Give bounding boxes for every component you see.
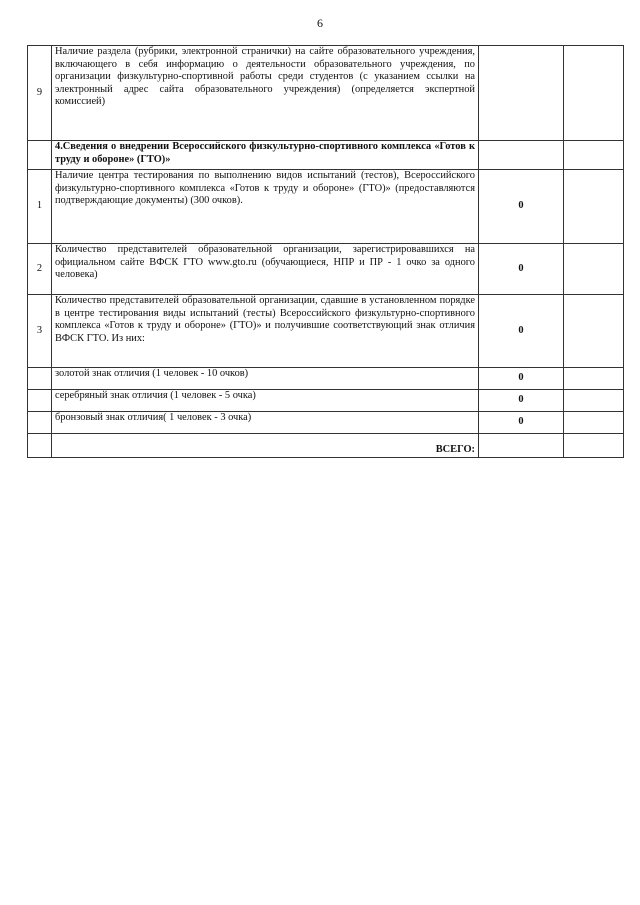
row-number: 1 (28, 170, 52, 244)
score-value: 0 (479, 295, 564, 368)
row-number (28, 368, 52, 390)
criterion-text: серебряный знак отличия (1 человек - 5 очка) (52, 390, 479, 412)
empty-cell (564, 434, 624, 458)
criterion-text: Наличие центра тестирования по выполнению видов испытаний (тестов), Всероссийского физкультурно-спортивного комплекса «Готов к труду и обороне» (ГТО)» (предоставляются подтверждающие документы) (300 очков). (52, 170, 479, 244)
criterion-text: бронзовый знак отличия( 1 человек - 3 очка) (52, 412, 479, 434)
criterion-text: Наличие раздела (рубрики, электронной странички) на сайте образовательного учреждения, включающего в себя информацию о деятельности образовательного учреждения, по организации физкультурно-спортивной работы среди студентов (с указанием ссылки на электронный адрес сайта образовательного учреждения) (определяется экспертной комиссией) (52, 46, 479, 141)
table-row (28, 244, 624, 295)
score-value (479, 46, 564, 141)
score-value (479, 141, 564, 170)
table-row (28, 170, 624, 244)
row-number (28, 141, 52, 170)
row-number: 9 (28, 46, 52, 141)
score-value: 0 (479, 170, 564, 244)
total-row (28, 434, 624, 458)
section-header-row (28, 141, 624, 170)
score-value: 0 (479, 412, 564, 434)
empty-cell (28, 434, 52, 458)
row-number: 2 (28, 244, 52, 295)
total-label: ВСЕГО: (52, 434, 479, 458)
total-value (479, 434, 564, 458)
table-row (28, 390, 624, 412)
score-value: 0 (479, 244, 564, 295)
table-row (28, 46, 624, 141)
table-row (28, 295, 624, 368)
empty-cell (564, 368, 624, 390)
row-number: 3 (28, 295, 52, 368)
score-value: 0 (479, 368, 564, 390)
criterion-text: золотой знак отличия (1 человек - 10 очков) (52, 368, 479, 390)
criterion-text: Количество представителей образовательной организации, сдавшие в установленном порядке в центре тестирования виды испытаний (тесты) Всероссийского физкультурно-спортивного комплекса «Готов к труду и обороне» (ГТО)» и получившие соответствующий знак отличия ВФСК ГТО. Из них: (52, 295, 479, 368)
row-number (28, 390, 52, 412)
empty-cell (564, 412, 624, 434)
empty-cell (564, 170, 624, 244)
score-value: 0 (479, 390, 564, 412)
empty-cell (564, 244, 624, 295)
row-number (28, 412, 52, 434)
empty-cell (564, 46, 624, 141)
criterion-text: Количество представителей образовательной организации, зарегистрировавшихся на официальном сайте ВФСК ГТО www.gto.ru (обучающиеся, НПР и ПР - 1 очко за одного человека) (52, 244, 479, 295)
empty-cell (564, 390, 624, 412)
table-row (28, 368, 624, 390)
empty-cell (564, 295, 624, 368)
score-table (27, 45, 624, 458)
section-heading: 4.Сведения о внедрении Всероссийского физкультурно-спортивного комплекса «Готов к труду и обороне» (ГТО)» (52, 141, 479, 170)
table-row (28, 412, 624, 434)
page-number: 6 (317, 16, 323, 30)
empty-cell (564, 141, 624, 170)
